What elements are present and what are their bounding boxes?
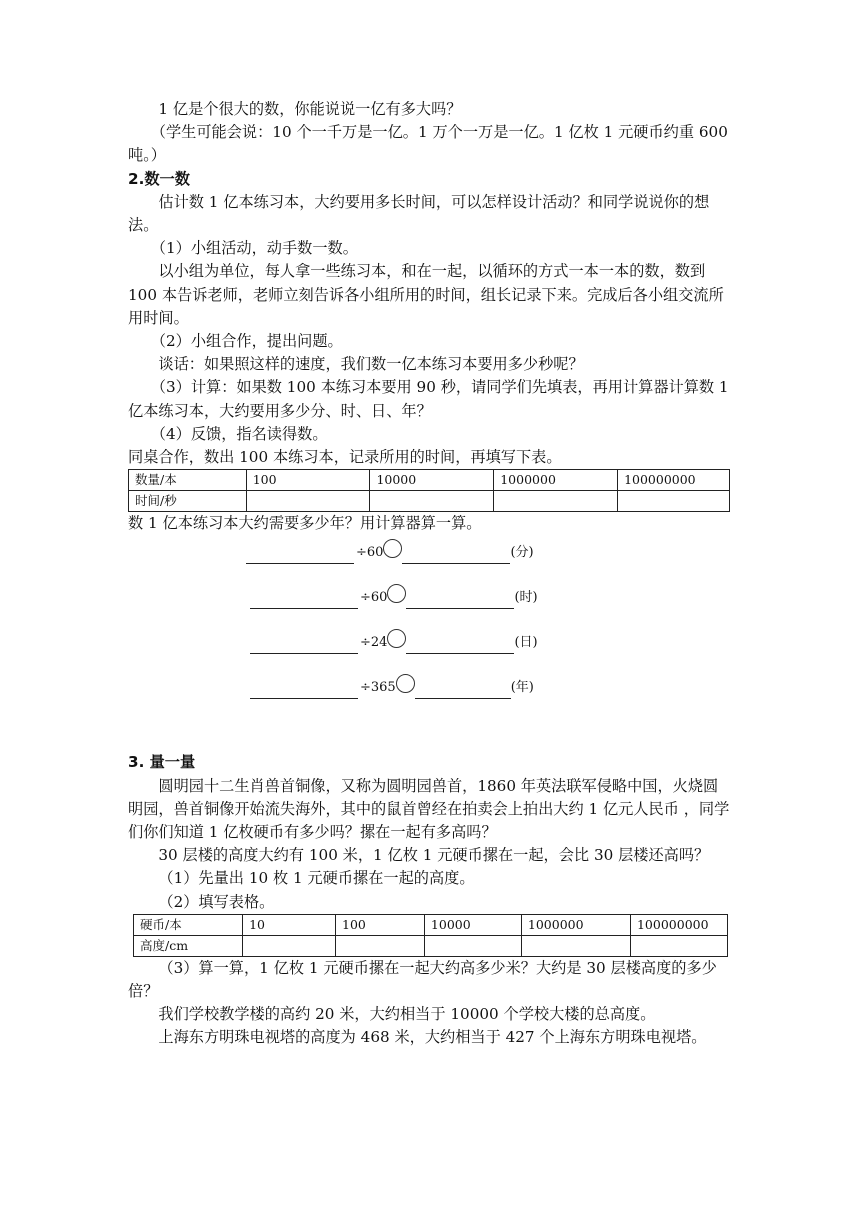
s2-para-6: （3）计算：如果数 100 本练习本要用 90 秒，请同学们先填表，再用计算器计算数 1 亿本练习本，大约要用多少分、时、日、年？ xyxy=(128,378,729,420)
calc-row xyxy=(250,629,538,654)
table-cell[interactable] xyxy=(424,935,521,956)
s3-para-7: 上海东方明珠电视塔的高度为 468 米，大约相当于 427 个上海东方明珠电视塔。 xyxy=(158,1028,707,1047)
s2-para-7: （4）反馈，指名读得数。 xyxy=(150,424,328,443)
table-cell: 100 xyxy=(336,914,425,935)
s3-para-5: （3）算一算，1 亿枚 1 元硬币摞在一起大约高多少米？大约是 30 层楼高度的多少倍？ xyxy=(128,958,717,1001)
intro-question: 1 亿是个很大的数，你能说说一亿有多大吗？ xyxy=(158,100,462,118)
calculation-steps xyxy=(128,535,732,713)
s2-para-2: （1）小组活动，动手数一数。 xyxy=(150,239,358,258)
answer-blank[interactable] xyxy=(402,549,510,564)
answer-blank[interactable] xyxy=(246,549,354,564)
table-row xyxy=(134,935,728,956)
table-cell[interactable] xyxy=(630,935,727,956)
answer-blank[interactable] xyxy=(415,684,511,699)
table-cell: 1000000 xyxy=(494,470,618,491)
table-cell: 100000000 xyxy=(618,470,730,491)
answer-blank[interactable] xyxy=(250,639,358,654)
answer-blank[interactable] xyxy=(406,639,514,654)
s2-para-5: 谈话：如果照这样的速度，我们数一亿本练习本要用多少秒呢？ xyxy=(158,355,584,374)
table-cell: 10000 xyxy=(370,470,494,491)
table-cell[interactable] xyxy=(246,491,370,512)
table-row xyxy=(134,914,728,935)
unit-label: (日) xyxy=(514,635,538,651)
table-cell: 100 xyxy=(246,470,370,491)
unit-label: (时) xyxy=(514,590,538,606)
table-cell[interactable] xyxy=(370,491,494,512)
table-cell: 10000 xyxy=(424,914,521,935)
table-cell[interactable] xyxy=(521,935,630,956)
table-row xyxy=(129,470,730,491)
table-cell[interactable] xyxy=(243,935,336,956)
table-cell: 数量/本 xyxy=(129,470,247,491)
document-page xyxy=(128,98,732,1050)
section-2-heading: 2.数一数 xyxy=(128,169,190,188)
table-cell[interactable] xyxy=(336,935,425,956)
s2-para-9: 数 1 亿本练习本大约需要多少年？用计算器算一算。 xyxy=(128,514,482,533)
compare-circle[interactable] xyxy=(396,674,415,693)
s3-para-3: （1）先量出 10 枚 1 元硬币摞在一起的高度。 xyxy=(158,869,475,888)
table-cell: 1000000 xyxy=(521,914,630,935)
table-cell: 硬币/本 xyxy=(134,914,243,935)
table-row xyxy=(129,491,730,512)
operator-label: ÷60 xyxy=(356,545,384,561)
s2-para-4: （2）小组合作，提出问题。 xyxy=(150,332,343,351)
s2-para-1: 估计数 1 亿本练习本，大约要用多长时间，可以怎样设计活动？和同学说说你的想法。 xyxy=(128,192,710,235)
compare-circle[interactable] xyxy=(387,629,406,648)
s2-para-8: 同桌合作，数出 100 本练习本，记录所用的时间，再填写下表。 xyxy=(128,448,562,467)
unit-label: (年) xyxy=(510,680,534,696)
answer-blank[interactable] xyxy=(250,594,358,609)
table-cell[interactable] xyxy=(494,491,618,512)
table-cell: 10 xyxy=(243,914,336,935)
unit-label: (分) xyxy=(510,545,534,561)
table-cell: 时间/秒 xyxy=(129,491,247,512)
answer-blank[interactable] xyxy=(250,684,358,699)
time-table xyxy=(128,469,730,512)
s3-para-6: 我们学校教学楼的高约 20 米，大约相当于 10000 个学校大楼的总高度。 xyxy=(158,1005,656,1024)
s3-para-1: 圆明园十二生肖兽首铜像，又称为圆明园兽首，1860 年英法联军侵略中国，火烧圆明园，兽首铜像开始流失海外，其中的鼠首曾经在拍卖会上拍出大约 1 亿元人民币 ，同学们你们知道 1 亿枚硬币有多少吗？摞在一起有多高吗？ xyxy=(128,776,730,842)
section-3-heading: 3. 量一量 xyxy=(128,753,196,772)
table-cell[interactable] xyxy=(618,491,730,512)
operator-label: ÷24 xyxy=(360,635,388,651)
coin-height-table xyxy=(133,914,728,957)
operator-label: ÷365 xyxy=(360,680,396,696)
s3-para-4: （2）填写表格。 xyxy=(158,892,275,911)
s2-para-3: 以小组为单位，每人拿一些练习本，和在一起，以循环的方式一本一本的数，数到 100 本告诉老师，老师立刻告诉各小组所用的时间，组长记录下来。完成后各小组交流所用时间。 xyxy=(128,262,724,327)
compare-circle[interactable] xyxy=(383,539,402,558)
intro-answer: （学生可能会说：10 个一千万是一亿。1 万个一万是一亿。1 亿枚 1 元硬币约重 600 吨。） xyxy=(128,123,728,165)
table-cell: 高度/cm xyxy=(134,935,243,956)
calc-row xyxy=(250,674,534,699)
compare-circle[interactable] xyxy=(387,584,406,603)
calc-row xyxy=(250,584,538,609)
answer-blank[interactable] xyxy=(406,594,514,609)
s3-para-2: 30 层楼的高度大约有 100 米，1 亿枚 1 元硬币摞在一起，会比 30 层楼还高吗？ xyxy=(158,846,710,865)
operator-label: ÷60 xyxy=(360,590,388,606)
calc-row xyxy=(246,539,534,564)
table-cell: 100000000 xyxy=(630,914,727,935)
